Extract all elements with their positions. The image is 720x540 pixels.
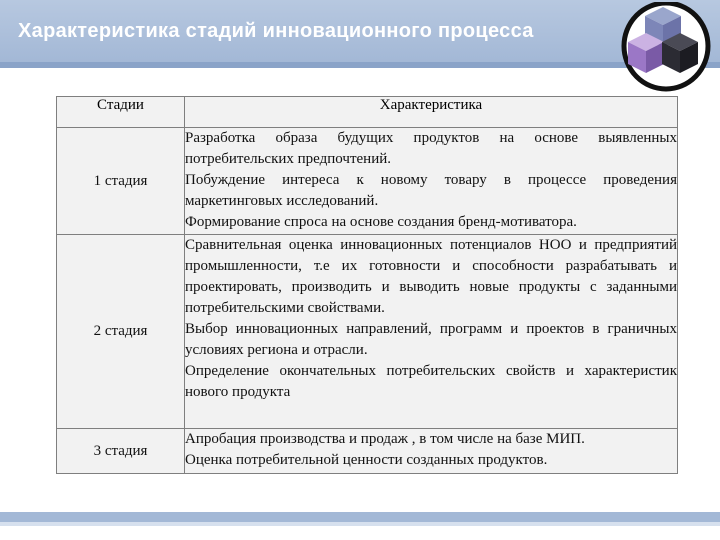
header-stages: Стадии: [57, 97, 185, 128]
footer-divider: [0, 522, 720, 526]
table-row: [57, 235, 678, 429]
cube-stack-icon: [612, 2, 712, 94]
stage-cell: 3 стадия: [57, 429, 185, 474]
description-line: Сравнительная оценка инновационных потенциалов НОО и предприятий промышленности, т.е их готовности и способности разрабатывать и проектировать, производить и выводить новые продукты с заданными потребительскими свойствами.: [185, 237, 677, 316]
footer-bar: [0, 512, 720, 522]
description-line: Побуждение интереса к новому товару в процессе проведения маркетинговых исследований.: [185, 172, 677, 209]
stages-table: [56, 96, 678, 474]
description-line: Выбор инновационных направлений, программ и проектов в граничных условиях региона и отрасли.: [185, 321, 677, 358]
description-cell: [185, 429, 678, 474]
stage-cell: 2 стадия: [57, 235, 185, 429]
table-row: [57, 128, 678, 235]
stage-cell: 1 стадия: [57, 128, 185, 235]
description-line: Формирование спроса на основе создания бренд-мотиватора.: [185, 214, 577, 230]
description-cell: [185, 128, 678, 235]
table-row: [57, 429, 678, 474]
slide-title: Характеристика стадий инновационного процесса: [18, 20, 534, 42]
description-line: Апробация производства и продаж , в том числе на базе МИП.: [185, 431, 585, 447]
description-line: Оценка потребительной ценности созданных продуктов.: [185, 452, 548, 468]
description-line: Разработка образа будущих продуктов на основе выявленных потребительских предпочтений.: [185, 130, 677, 167]
description-cell: [185, 235, 678, 429]
header-characteristic: Характеристика: [185, 97, 678, 128]
description-line: Определение окончательных потребительских свойств и характеристик нового продукта: [185, 363, 677, 400]
table-header-row: [57, 97, 678, 128]
